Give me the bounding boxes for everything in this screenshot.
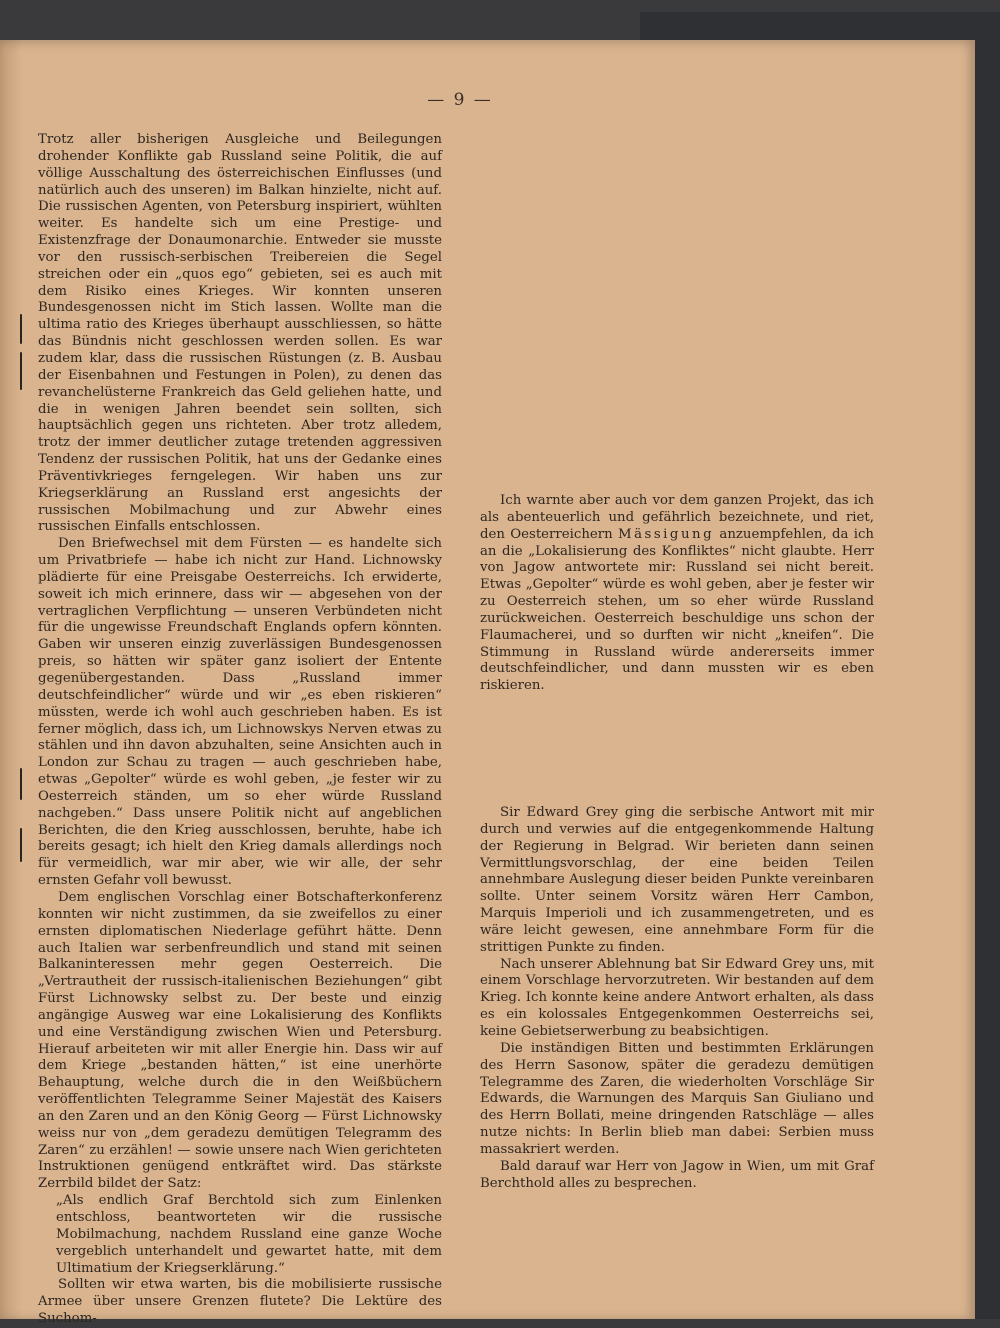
right-column-top — [480, 493, 874, 695]
paragraph: Dem englischen Vorschlag einer Botschafterkonferenz konnten wir nicht zustimmen, da sie zweifellos zu einer ernsten diplomatischen Niederlage geführt hätte. Denn auch Italien war serbenfreundlich und stand mit seinen Balkaninteressen mehr gegen Oesterreich. Die „Vertrautheit der russisch-italienischen Beziehungen“ gibt Fürst Lichnowsky selbst zu. Der beste und einzig angängige Ausweg war eine Lokalisierung des Konflikts und eine Verständigung zwischen Wien und Petersburg. Hierauf arbeiteten wir mit aller Energie hin. Dass wir auf dem Kriege „bestanden hätten,“ ist eine unerhörte Behauptung, welche durch die in den Weißbüchern veröffentlichten Telegramme Seiner Majestät des Kaisers an den Zaren und an den König Georg — Fürst Lichnowsky weiss nur von „dem geradezu demütigen Telegramm des Zaren“ zu erzählen! — sowie unsere nach Wien gerichteten Instruktionen genügend entkräftet wird. Das stärkste Zerrbild bildet der Satz: — [38, 889, 442, 1192]
right-column-bottom — [480, 805, 874, 1192]
text-run: Ich warnte aber auch vor dem ganzen Projekt, das ich als abenteuerlich und gefährlich bezeichnete, und riet, den Oesterreichern — [480, 493, 874, 542]
text-run: anzuempfehlen, da ich an die „Lokalisierung des Konfliktes“ nicht glaubte. Herr von Jagow antwortete mir: Russland sei nicht bereit. Etwas „Gepolter“ würde es wohl geben, aber je fester wir zu Oesterreich stehen, um so eher würde Russland zurückweichen. Oesterreich beschuldige uns schon der Flaumacherei, und so durften wir nicht „kneifen“. Die Stimmung in Russland würde andererseits immer deutschfeindlicher, und dann mussten wir es eben riskieren. — [480, 526, 874, 694]
margin-mark — [20, 314, 22, 344]
emphasized-word: Mässigung — [617, 526, 715, 542]
paragraph: Nach unserer Ablehnung bat Sir Edward Grey uns, mit einem Vorschlage hervorzutreten. Wir bestanden auf dem Krieg. Ich konnte keine andere Antwort erhalten, als dass es ein kolossales Entgegenkommen Oesterreichs sei, keine Gebietserwerbung zu beabsichtigen. — [480, 956, 874, 1039]
paragraph: Bald darauf war Herr von Jagow in Wien, um mit Graf Berchthold alles zu besprechen. — [480, 1158, 874, 1191]
paragraph: Sir Edward Grey ging die serbische Antwort mit mir durch und verwies auf die entgegenkommende Haltung der Regierung in Belgrad. Wir berieten dann seinen Vermittlungsvorschlag, der eine beiden Teilen annehmbare Auslegung dieser beiden Punkte vereinbaren sollte. Unter seinem Vorsitz wären Herr Cambon, Marquis Imperioli und ich zusammengetreten, und es wäre leicht gewesen, eine annehmbare Form für die strittigen Punkte zu finden. — [480, 805, 874, 955]
page-number: — 9 — — [427, 90, 493, 110]
block-quote: „Als endlich Graf Berchtold sich zum Einlenken entschloss, beantworteten wir die russische Mobilmachung, nachdem Russland eine ganze Woche vergeblich unterhandelt und gewartet hatte, mit dem Ultimatium der Kriegserklärung.“ — [56, 1193, 442, 1276]
margin-mark — [20, 352, 22, 390]
paragraph: Die inständigen Bitten und bestimmten Erklärungen des Herrn Sasonow, später die geradezu demütigen Telegramme des Zaren, die wiederholten Vorschläge Sir Edwards, die Warnungen des Marquis San Giuliano und des Herrn Bollati, meine dringenden Ratschläge — alles nutze nichts: In Berlin blieb man dabei: Serbien muss massakriert werden. — [480, 1040, 874, 1157]
paragraph — [480, 493, 874, 695]
left-column — [38, 132, 442, 1328]
paragraph: Sollten wir etwa warten, bis die mobilisierte russische Armee über unsere Grenzen flutete? Die Lektüre des Suchom- — [38, 1277, 442, 1327]
margin-mark — [20, 768, 22, 800]
margin-mark — [20, 828, 22, 862]
paragraph: Trotz aller bisherigen Ausgleiche und Beilegungen drohender Konflikte gab Russland seine Politik, die auf völlige Ausschaltung des österreichischen Einflusses (und natürlich auch des unseren) im Balkan hinzielte, nicht auf. Die russischen Agenten, von Petersburg inspiriert, wühlten weiter. Es handelte sich um eine Prestige- und Existenzfrage der Donaumonarchie. Entweder sie musste vor den russisch-serbischen Treibereien die Segel streichen oder ein „quos ego“ gebieten, sei es auch mit dem Risiko eines Krieges. Wir konnten unseren Bundesgenossen nicht im Stich lassen. Wollte man die ultima ratio des Krieges überhaupt ausschliessen, so hätte das Bündnis nicht geschlossen werden sollen. Es war zudem klar, dass die russischen Rüstungen (z. B. Ausbau der Eisenbahnen und Festungen in Polen), zu denen das revanchelüsterne Frankreich das Geld geliehen hatte, und die in wenigen Jahren beendet sein sollten, sich hauptsächlich gegen uns richteten. Aber trotz alledem, trotz der immer deutlicher zutage tretenden aggressiven Tendenz der russischen Politik, hat uns der Gedanke eines Präventivkrieges ferngelegen. Wir haben uns zur Kriegserklärung an Russland erst angesichts der russischen Mobilmachung und zur Abwehr eines russischen Einfalls entschlossen. — [38, 132, 442, 535]
document-page — [0, 40, 975, 1327]
paragraph: Den Briefwechsel mit dem Fürsten — es handelte sich um Privatbriefe — habe ich nicht zur Hand. Lichnowsky plädierte für eine Preisgabe Oesterreichs. Ich erwiderte, soweit ich mich erinnere, dass wir — abgesehen von der vertraglichen Verpflichtung — unseren Verbündeten nicht für die ungewisse Freundschaft Englands opfern könnten. Gaben wir unseren einzig zuverlässigen Bundesgenossen preis, so hätten wir später ganz isoliert der Entente gegenübergestanden. Dass „Russland immer deutschfeindlicher“ würde und wir „es eben riskieren“ müssten, werde ich wohl auch geschrieben haben. Es ist ferner möglich, dass ich, um Lichnowskys Nerven etwas zu stählen und ihn davon abzuhalten, seine Ansichten auch in London zur Schau zu tragen — auch geschrieben habe, etwas „Gepolter“ würde es wohl geben, „je fester wir zu Oesterreich ständen, um so eher würde Russland nachgeben.“ Dass unsere Politik nicht auf angeblichen Berichten, die den Krieg ausschlossen, beruhte, habe ich bereits gesagt; ich hielt den Krieg damals allerdings noch für vermeidlich, war mir aber, wie wir alle, der sehr ernsten Gefahr voll bewusst. — [38, 536, 442, 889]
